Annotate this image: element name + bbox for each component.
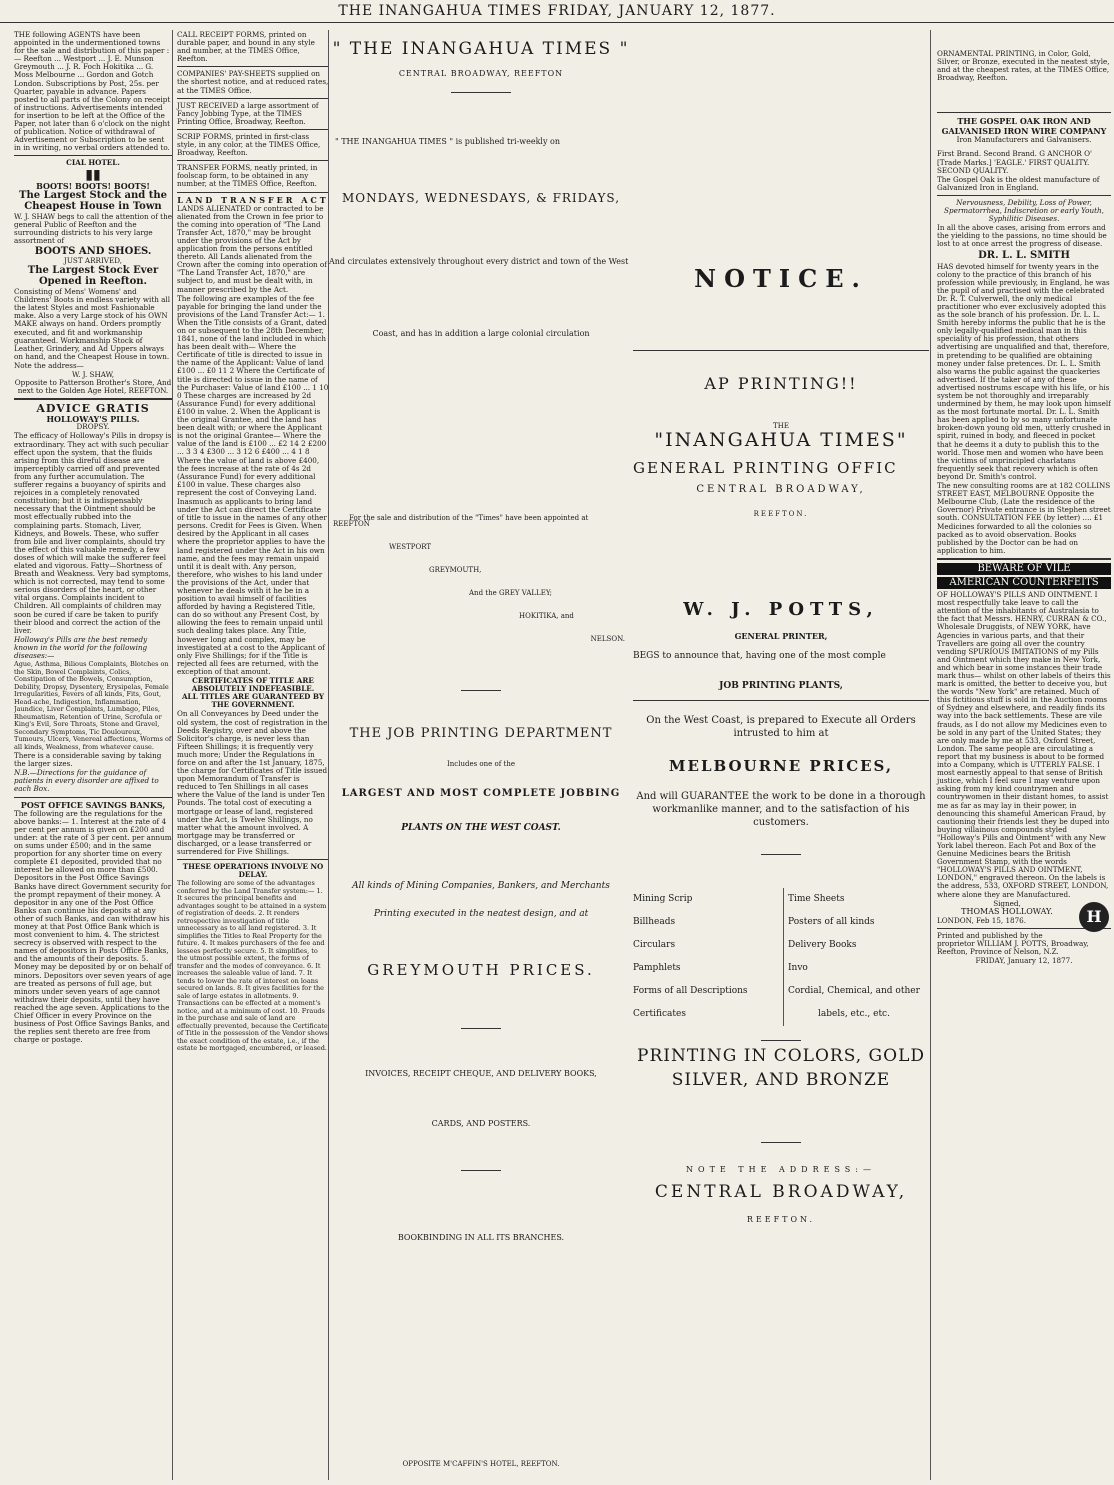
potts-name: W. J. POTTS, xyxy=(683,599,879,620)
beware-banner: BEWARE OF VILE xyxy=(937,563,1111,575)
remedy-title: Holloway's Pills are the best remedy known in the world for the following diseases:— xyxy=(14,634,148,660)
general-printer: GENERAL PRINTER, xyxy=(734,631,828,641)
ornamental-printing-ad: ORNAMENTAL PRINTING, in Color, Gold, Silver, or Bronze, executed in the neatest style, and at the cheapest rates, at the TIMES Office, Broadway, Reefton. xyxy=(937,49,1110,83)
item-circulars: Circulars xyxy=(633,940,676,950)
column-4 xyxy=(633,30,929,1480)
town-hokitika: HOKITIKA, and xyxy=(519,612,574,620)
gospel-oak-note: The Gospel Oak is the oldest manufacture of Galvanized Iron in England. xyxy=(937,174,1100,192)
certificates-title: CERTIFICATES OF TITLE ARE ABSOLUTELY INDEFEASIBLE. xyxy=(191,676,315,694)
pay-sheets-ad: COMPANIES' PAY-SHEETS supplied on the shortest notice, and at reduced rates, at the TIMES Office. xyxy=(177,69,329,95)
printer-note: Printed and published by the proprietor WILLIAM J. POTTS, Broadway, Reefton, Province of Nelson, N.Z. xyxy=(937,930,1089,957)
delay-title: THESE OPERATIONS INVOLVE NO DELAY. xyxy=(182,862,324,880)
item-pamphlets: Pamphlets xyxy=(633,963,681,973)
item-delivery-books: Delivery Books xyxy=(788,940,857,950)
item-cordial-labels: Cordial, Chemical, and other xyxy=(788,986,920,996)
credit-fees: Inasmuch as applicants to bring land under the Act can direct the Certificate of title to issue in the names of any other persons. Credit for Fees is Given. When desired by the Applicant in all cases where the proprietor applies to have the land registered under the Act in his own name, and the fees may remain unpaid until it is dealt with. Any person, therefore, who wishes to his land under the provisions of the Act, under that whenever he deals with it he be in a position to avail himself of facilities afforded by having a Registered Title, can do so without any Present Cost, by allowing the fees to remain unpaid until such dealing takes place. Any Title, however long and complex, may be investigated at a cost to the Applicant of only Five Shillings; for if the Title is rejected all fees are returned, with the exception of that amount. xyxy=(177,496,327,676)
mining-line: All kinds of Mining Companies, Bankers, and Merchants xyxy=(352,881,610,891)
gospel-oak-title: THE GOSPEL OAK IRON AND GALVANISED IRON WIRE COMPANY xyxy=(941,116,1107,137)
shaw-body: Consisting of Mens' Womens' and Childrens' Boots in endless variety with all the latest Styles and most Fashionable make. Also a very Large stock of his OWN MAKE always on hand. Orders promptly executed, and fit and workmanship guaranteed. Workmanship Stock of Leather, Grindery, and Ad Uppers always on hand, and the Cheapest House in town. xyxy=(14,287,171,361)
column-3 xyxy=(328,30,633,1480)
circulates-line: And circulates extensively throughout every district and town of the West xyxy=(329,257,629,266)
general-printing-office: GENERAL PRINTING OFFIC xyxy=(633,459,898,477)
item-billheads: Billheads xyxy=(633,917,676,927)
office-reefton: REEFTON. xyxy=(753,510,809,518)
the-label: THE xyxy=(773,422,789,430)
largest-stock-ever: The Largest Stock Ever Opened in Reefton. xyxy=(27,265,159,288)
dr-smith-body: HAS devoted himself for twenty years in the colony to the practice of this branch of his profession while previously, in England, he was the pupil of and practised with the celebrated Dr. R. T. Culverwell, the only medical practitioner who ever exclusively adopted this as the sole branch of his profession. Dr. L. L. Smith hereby informs the public that he is the only legally-qualified medical man in this speciality of his profession, that others advertising are unqualified and that, therefore, in pretending to be qualified are obtaining money under false pretences. Dr. L. L. Smith also warns the public against the quackeries advertised. If the taker of any of these advertised nostrums escape with his life, or his system be not thoroughly and irreparably undermined by them, he may look upon himself as the most fortunate mortal. Dr. L. L. Smith has been applied to by so many unfortunate broken-down young old men, utterly crushed in spirit, ruined in body, and fleeced in pocket that he deems it a duty to publish this to the world. Those men and women who have been the victims of unprincipled charlatans frequently seek that recovery which is often beyond Dr. Smith's control. xyxy=(937,261,1111,481)
colors-line-2: SILVER, AND BRONZE xyxy=(671,1070,891,1090)
cheap-printing: AP PRINTING!! xyxy=(704,374,858,393)
note-address: Note the address— xyxy=(14,360,84,370)
signed: Signed, xyxy=(993,898,1021,908)
town-nelson: NELSON. xyxy=(590,635,625,643)
holloway-body: The efficacy of Holloway's Pills in dropsy is extraordinary. They act with such peculiar effect upon the system, that the fluids arising from this direful disease are imperceptibly carried off and prevented from any further accumulation. The sufferer regains a buoyancy of spirits and rejoices in a completely renovated constitution; but it is indispensably necessary that the Ointment should be most effectually rubbed into the complaining parts. Stomach, Liver, Kidneys, and Bowels. These, who suffer from bile and liver complaints, should try the effect of this valuable remedy, a few doses of which will make the sufferer feel elated and vigorous. Fatty—Shortness of Breath and Weakness. Very bad symptoms, which is not corrected, may tend to some serious disorders of the heart, or other vital organs. Complaints incident to Children. All complaints of children may soon be cured if care be taken to purify their blood and correct the action of the liver. xyxy=(14,431,172,635)
paper-title: " THE INANGAHUA TIMES " xyxy=(332,39,630,59)
column-2 xyxy=(172,30,329,1480)
begs-line: BEGS to announce that, having one of the most comple xyxy=(633,651,886,661)
dropsy: DROPSY. xyxy=(76,422,110,432)
advantages-list: The following are some of the advantages conferred by the Land Transfer system:— 1. It secures the principal benefits and advantages sought to be attained in a system of registration of deeds. 2. It renders retrospective investigation of title unnecessary as to all land registered. 3. It simplifies the Titles to Real Property for the future. 4. It makes purchasers of the fee and lessees perfectly secure. 5. It simplifies, to the utmost possible extent, the forms of transfer and the modes of conveyance. 6. It increases the saleable value of land. 7. It tends to lower the rate of interest on loans secured on lands. 8. It gives facilities for the sale of large estates in allotments. 9. Transactions can be effected at a moment's notice, and at a minimum of cost. 10. Frauds in the purchase and sale of land are effectually prevented, because the Certificate of Title in the possession of the Vendor shows the exact condition of the estate, i.e., if the estate be mortgaged, encumbered, or leased. xyxy=(177,879,328,1053)
west-coast-line: On the West Coast, is prepared to Execute all Orders intrusted to him at xyxy=(646,715,916,739)
col3-footer: OPPOSITE M'CAFFIN'S HOTEL, REEFTON. xyxy=(402,1460,560,1468)
nervousness-line: Nervousness, Debility, Loss of Power, Spermatorrhea, Indiscretion or early Youth, Syphilitic Diseases. xyxy=(944,197,1104,224)
item-time-sheets: Time Sheets xyxy=(788,894,845,904)
advice-title: ADVICE GRATIS xyxy=(36,402,150,416)
nervous-body: In all the above cases, arising from errors and the yielding to the passions, no time should be lost to at once arrest the progress of disease. xyxy=(937,223,1107,249)
paper-name: "INANGAHUA TIMES" xyxy=(654,429,908,451)
item-invoices: Invo xyxy=(788,963,808,973)
hotel-title: CIAL HOTEL. xyxy=(66,158,120,168)
publication-days: MONDAYS, WEDNESDAYS, & FRIDAYS, xyxy=(341,191,621,205)
shaw-intro: W. J. SHAW begs to call the attention of the general Public of Reefton and the surrounding districts to his very large assortment of xyxy=(14,211,172,245)
greymouth-prices: GREYMOUTH PRICES. xyxy=(367,961,595,979)
gospel-oak-brands: First Brand. Second Brand. G ANCHOR O' [Trade Marks.] 'EAGLE.' FIRST QUALITY. SECOND QUALITY. xyxy=(937,149,1092,175)
transfer-forms-ad: TRANSFER FORMS, neatly printed, in foolscap form, to be obtained in any number, at the TIMES Office, Reefton. xyxy=(177,163,318,189)
town-grey-valley: And the GREY VALLEY; xyxy=(469,589,552,597)
largest-stock-title: The Largest Stock and the Cheapest House in Town xyxy=(19,189,167,212)
shaw-name: W. J. SHAW, xyxy=(71,370,115,379)
counterfeit-body: OF HOLLOWAY'S PILLS AND OINTMENT. I most respectfully take leave to call the attention of the inhabitants of Australasia to the fact that Messrs. HENRY, CURRAN & CO., Wholesale Druggists, of NEW YORK, have Agencies in various parts, and that their Travellers are going all over the country vending SPURIOUS IMITATIONS of my Pills and Ointment which they make in New York, and which bear in some instances their trade mark thus— whilst on other labels of theirs this mark is omitted, the better to deceive you, but the words "New York" are retained. Much of this fictitious stuff is sold in the Auction rooms of Sydney and elsewhere, and readily finds its way into the back settlements. These are vile frauds, as I do not allow my Medicines even to be sold in any part of the United States; they are only made by me at 533, Oxford Street, London. The same people are circulating a report that my business is about to be formed into a Company, which is UTTERLY FALSE. I most earnestly appeal to that sense of British justice, which I feel sure I may venture upon asking from my kind countrymen and countrywomen in their distant homes, to assist me as far as may lay in their power, in denouncing this shameful American Fraud, by cautioning their friends lest they be duped into buying villainous compounds styled "Holloway's Pills and Ointment" with any New York label thereon. Each Pot and Box of the Genuine Medicines bears the British Government Stamp, with the words "HOLLOWAY'S PILLS AND OINTMENT, LONDON," engraved thereon. On the labels is the address, 533, OXFORD STREET, LONDON, where alone they are Manufactured. xyxy=(937,590,1111,899)
town-westport: WESTPORT xyxy=(389,543,432,551)
holloway-signature: THOMAS HOLLOWAY. xyxy=(961,906,1053,916)
agents-notice: THE following AGENTS have been appointed in the undermentioned towns for the sale and distribution of this paper :— Reefton ... Westport ... J. E. Munson Greymouth ... J. R. Foch Hokitika ... G. Moss Melbourne ... Gordon and Gotch London. Subscriptions by Post, 25s. per Quarter, payable in advance. Papers posted to all parts of the Colony on receipt of instructions. Advertisements intended for insertion to be left at the Office of the Paper, not later than 6 o'clock on the night of publication. Notice of withdrawal of Advertisement or Subscription to be sent in in writing, no verbal orders attended to. xyxy=(14,30,171,153)
boot-icon: ▮▮ xyxy=(85,166,101,183)
paper-address: CENTRAL BROADWAY, REEFTON xyxy=(398,69,564,78)
diseases-list: Ague, Asthma, Bilious Complaints, Blotches on the Skin, Bowel Complaints, Colics, Constipation of the Bowels, Consumption, Debility, Dropsy, Dysentery, Erysipelas, Female Irregularities, Fevers of all kinds, Fits, Gout, Head-ache, Indigestion, Inflammation, Jaundice, Liver Complaints, Lumbago, Piles, Rheumatism, Retention of Urine, Scrofula or King's Evil, Sore Throats, Stone and Gravel, Secondary Symptoms, Tic Douloureux, Tumours, Ulcers, Venereal affections, Worms of all kinds, Weakness, from whatever cause. xyxy=(14,660,172,751)
dr-smith-rooms: The new consulting rooms are at 182 COLLINS STREET EAST, MELBOURNE Opposite the Melbourne Club, (Late the residence of the Governor) Private entrance is in Stephen street south. CONSULTATION FEE (by letter) .... £1 Medicines forwarded to all the colonies so packed as to avoid observation. Books published by the Doctor can be had on application to him. xyxy=(937,481,1111,555)
jobbing-type-ad: JUST RECEIVED a large assortment of Fancy Jobbing Type, at the TIMES Printing Office, Broadway, Reefton. xyxy=(177,100,319,126)
melbourne-prices: MELBOURNE PRICES, xyxy=(668,757,894,775)
holloway-title: HOLLOWAY'S PILLS. xyxy=(46,414,140,425)
colors-line-1: PRINTING IN COLORS, GOLD xyxy=(637,1046,925,1066)
printing-executed: Printing executed in the neatest design, and at xyxy=(373,909,589,919)
masthead: THE INANGAHUA TIMES FRIDAY, JANUARY 12, 1877. xyxy=(0,0,1114,23)
cards-line: CARDS, AND POSTERS. xyxy=(431,1119,531,1128)
reefton-footer: REEFTON. xyxy=(746,1215,816,1224)
includes-line: Includes one of the xyxy=(447,760,515,768)
land-act-title: LAND TRANSFER ACT xyxy=(177,194,329,205)
town-reefton: REEFTON xyxy=(333,520,370,528)
notice-title: NOTICE. xyxy=(694,264,868,293)
bookbinding-line: BOOKBINDING IN ALL ITS BRANCHES. xyxy=(397,1233,565,1242)
posb-body: The following are the regulations for the above banks:— 1. Interest at the rate of 4 per cent per annum is given on £200 and under: at the rate of 3 per cent. per annum on sums under £500; and in the same proportion for any shorter time on every complete £1 deposited, provided that no interest be allowed on more than £500. Depositors in the Post Office Savings Banks have direct Government security for the prompt repayment of their money. A depositor in any one of the Post Office Banks can continue his deposits at any other of such Banks, and can withdraw his money at that Post Office Bank which is most convenient to him. 4. The strictest secrecy is observed with respect to the names of depositors in Posts Office Banks, and the amounts of their deposits. 5. Money may be deposited by or on behalf of minors. Depositors over seven years of age are treated as persons of full age, but minors under seven years of age cannot withdraw their deposits, until they have reached the age seven. Applications to the Chief Officer in every Province on the business of Post Office Savings Banks, and the replies sent thereto are free from charge or postage. xyxy=(14,808,172,1045)
boots-shoes: BOOTS AND SHOES. xyxy=(34,245,152,257)
trademark-seal-icon: H xyxy=(1079,902,1109,932)
central-broadway: CENTRAL BROADWAY, xyxy=(654,1182,908,1202)
date-footer: FRIDAY, January 12, 1877. xyxy=(975,956,1073,966)
published-line: " THE INANGAHUA TIMES " is published tri-weekly on xyxy=(335,137,561,146)
plants-line: PLANTS ON THE WEST COAST. xyxy=(401,823,561,833)
just-arrived: JUST ARRIVED, xyxy=(63,255,123,265)
dr-smith-title: DR. L. L. SMITH xyxy=(978,249,1070,261)
note-the-address: NOTE THE ADDRESS:— xyxy=(686,1165,876,1174)
coast-line: Coast, and has in addition a large colonial circulation xyxy=(372,329,590,338)
agents-line: For the sale and distribution of the "Times" have been appointed at xyxy=(349,514,589,522)
guarantee-line: And will GUARANTEE the work to be done in a thorough workmanlike manner, and to the satisfaction of his customers. xyxy=(636,791,926,828)
job-plants: JOB PRINTING PLANTS, xyxy=(719,681,843,691)
counterfeits-banner: AMERICAN COUNTERFEITS xyxy=(937,577,1111,589)
item-labels: labels, etc., etc. xyxy=(818,1009,890,1019)
item-posters: Posters of all kinds xyxy=(788,917,875,927)
town-greymouth: GREYMOUTH, xyxy=(429,566,482,574)
london-date: LONDON, Feb 15, 1876. xyxy=(937,915,1027,925)
call-receipt-ad: CALL RECEIPT FORMS, printed on durable paper, and bound in any style and number, at the TIMES Office, Reefton. xyxy=(177,30,315,64)
nb-note: N.B.—Directions for the guidance of patients in every disorder are affixed to each Box. xyxy=(14,768,159,794)
guarantee-title: ALL TITLES ARE GUARANTEED BY THE GOVERNMENT. xyxy=(181,692,324,710)
item-certificates: Certificates xyxy=(633,1009,686,1019)
shaw-address: Opposite to Patterson Brother's Store, And next to the Golden Age Hotel, REEFTON. xyxy=(14,378,172,396)
largest-jobbing: LARGEST AND MOST COMPLETE JOBBING xyxy=(341,788,621,799)
office-address: CENTRAL BROADWAY, xyxy=(696,484,866,495)
guarantee-body: On all Conveyances by Deed under the old system, the cost of registration in the Deeds Registry, over and above the Solicitor's charge, is never less than Fifteen Shillings; it is frequently very much more; Under the Regulations in force on and after the 1st January, 1875, the charge for Certificates of Title issued upon Memorandum of Transfer is reduced to Ten Shillings in all cases where the Value of the land is under Ten Pounds. The total cost of executing a mortgage or lease of land, registered under the Act, is Twelve Shillings, no matter what the amount involved. A mortgage may be transferred or discharged, or a lease transferred or surrendered for Five Shillings. xyxy=(177,709,328,856)
column-5 xyxy=(930,30,1111,1480)
posb-title: POST OFFICE SAVINGS BANKS, xyxy=(20,799,166,810)
job-printing-title: THE JOB PRINTING DEPARTMENT xyxy=(349,726,613,741)
fees-examples: The following are examples of the fee payable for bringing the land under the provisions of the Land Transfer Act:— 1. When the Title consists of a Grant, dated on or subsequent to the 28th December, 1841, none of the land included in which has been dealt with— Where the Certificate of title is directed to issue in the name of the Applicant: Value of land £100 ... £0 11 2 Where the Certificate of title is directed to issue in the name of the Purchaser: Value of land £100 ... 1 10 0 These charges are increased by 2d (Assurance Fund) for every additional £100 in value. 2. When the Applicant is the original Grantee, and the land has been dealt with; or where the Applicant is not the original Grantee— Where the value of the land is £100 ... £2 14 2 £200 ... 3 3 4 £300 ... 3 12 6 £400 ... 4 1 8 Where the value of land is above £400, the fees increase at the rate of 4s 2d (Assurance Fund) for every additional £100 in value. These charges also represent the cost of Conveying Land. xyxy=(177,293,329,497)
saving-note: There is a considerable saving by taking the larger sizes. xyxy=(14,751,162,769)
item-forms: Forms of all Descriptions xyxy=(633,986,748,996)
invoices-line: INVOICES, RECEIPT CHEQUE, AND DELIVERY BOOKS, xyxy=(365,1069,597,1078)
gospel-oak-sub: Iron Manufacturers and Galvanisers. xyxy=(956,135,1092,145)
boots-header: BOOTS! BOOTS! BOOTS! xyxy=(36,180,150,191)
scrip-forms-ad: SCRIP FORMS, printed in first-class style, in any color, at the TIMES Office, Broadway, Reefton. xyxy=(177,131,321,158)
item-mining-scrip: Mining Scrip xyxy=(633,894,693,904)
column-1 xyxy=(14,30,172,1480)
land-act-body: LANDS ALIENATED or contracted to be alienated from the Crown in fee prior to the coming into operation of "The Land Transfer Act, 1870," may be brought under the provisions of the Act by application from the persons entitled thereto. All Lands alienated from the Crown after the coming into operation of "The Land Transfer Act, 1870," are subject to, and must be dealt with, in manner prescribed by the Act. xyxy=(177,203,327,294)
